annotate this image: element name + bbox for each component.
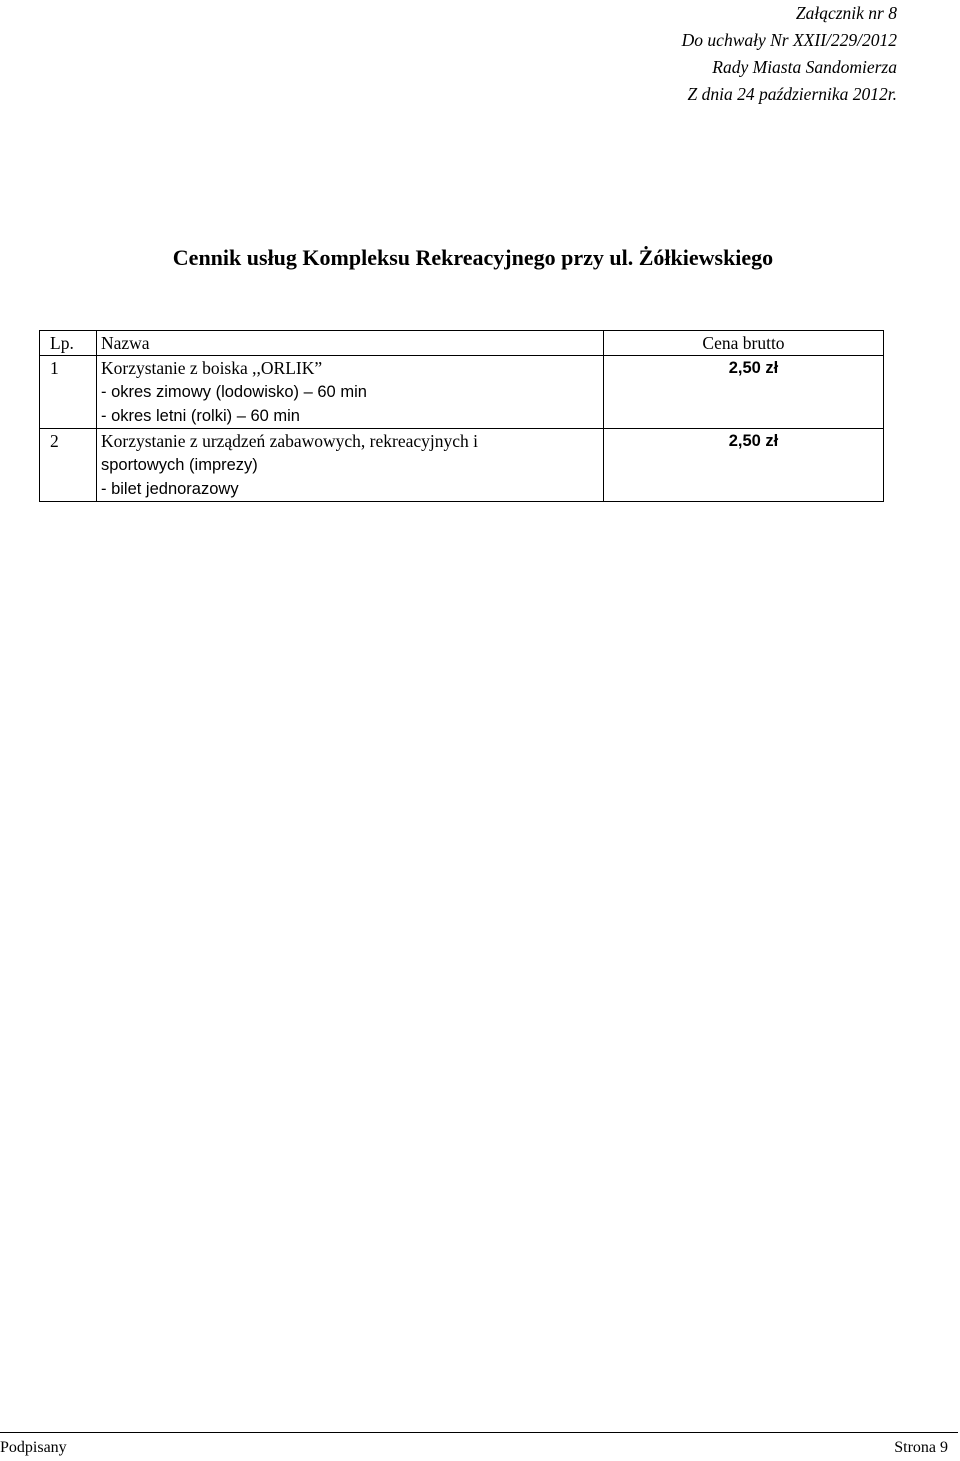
row-name-line: Korzystanie z urządzeń zabawowych, rekreacyjnych i [101, 431, 479, 451]
column-header-name: Nazwa [97, 331, 604, 356]
footer-page-number: Strona 9 [894, 1439, 948, 1456]
page-title: Cennik usług Kompleksu Rekreacyjnego przy ul. Żółkiewskiego [172, 245, 774, 270]
resolution-label: Do uchwały Nr XXII/229/2012 [681, 30, 897, 50]
row-price: 2,50 zł [604, 356, 884, 429]
date-label: Z dnia 24 października 2012r. [687, 84, 897, 104]
price-table [39, 330, 884, 502]
attachment-label: Załącznik nr 8 [795, 3, 897, 23]
table-row [40, 429, 884, 502]
row-number: 1 [40, 356, 97, 429]
table-row [40, 356, 884, 429]
row-name-line: sportowych (imprezy) [101, 456, 258, 474]
row-number: 2 [40, 429, 97, 502]
row-name [97, 356, 604, 429]
footer-signed-label: Podpisany [0, 1439, 67, 1456]
footer-divider [0, 1432, 958, 1433]
column-header-price: Cena brutto [604, 331, 884, 356]
row-name-line: - okres letni (rolki) – 60 min [101, 407, 300, 425]
row-name-line: - bilet jednorazowy [101, 480, 239, 498]
document-header [682, 0, 897, 108]
row-name-line: Korzystanie z boiska ,,ORLIK” [101, 358, 323, 378]
column-header-lp: Lp. [40, 331, 97, 356]
council-label: Rady Miasta Sandomierza [712, 57, 897, 77]
row-name [97, 429, 604, 502]
row-price: 2,50 zł [604, 429, 884, 502]
row-name-line: - okres zimowy (lodowisko) – 60 min [101, 383, 367, 401]
table-header-row [40, 331, 884, 356]
